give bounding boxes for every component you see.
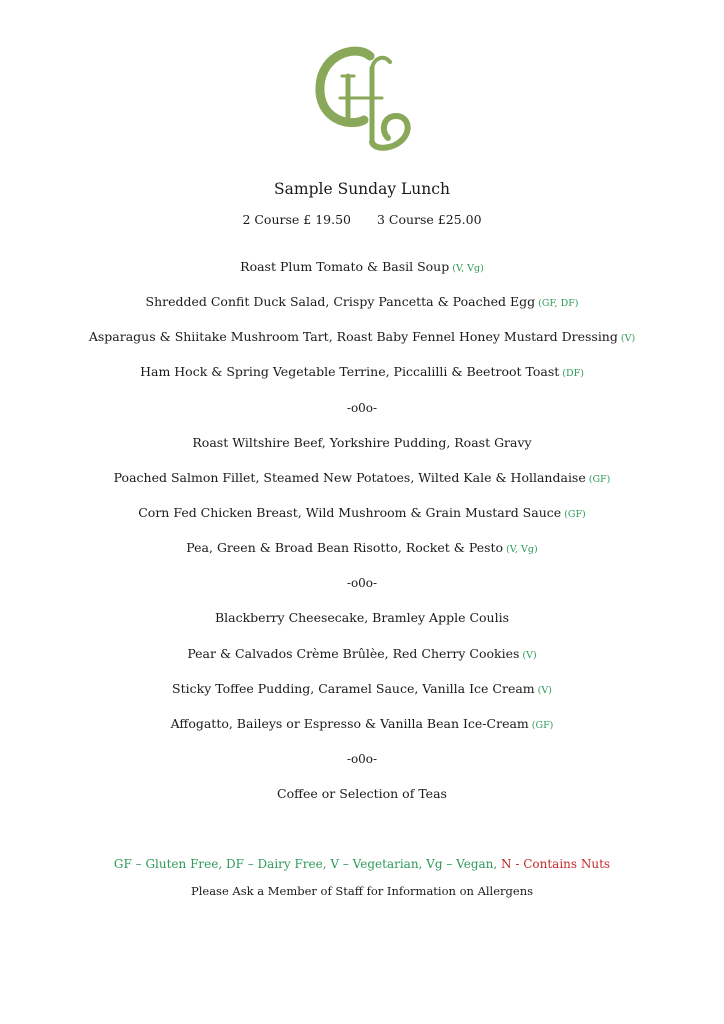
menu-item: [0, 639, 724, 674]
dish-name: Blackberry Cheesecake, Bramley Apple Coulis: [214, 610, 510, 626]
menu-item: [0, 709, 724, 744]
ch-monogram-logo-icon: [312, 46, 416, 154]
price-three-course: 3 Course £25.00: [376, 212, 482, 227]
dish-name: Roast Plum Tomato & Basil Soup: [240, 259, 450, 274]
dish-name: Ham Hock & Spring Vegetable Terrine, Piccalilli & Beetroot Toast: [140, 364, 560, 380]
menu-item: [0, 463, 724, 498]
price-two-course: 2 Course £ 19.50: [242, 212, 351, 227]
nuts-key: N - Contains Nuts: [501, 857, 611, 871]
dietary-tag: (V): [522, 649, 537, 661]
dietary-tag: (GF): [588, 473, 611, 485]
dish-name: Coffee or Selection of Teas: [277, 786, 447, 802]
dish-name: Poached Salmon Fillet, Steamed New Potatoes, Wilted Kale & Hollandaise: [113, 469, 586, 485]
dish-name: Asparagus & Shiitake Mushroom Tart, Roast Baby Fennel Honey Mustard Dressing: [88, 329, 618, 345]
dietary-key: GF – Gluten Free, DF – Dairy Free, V – Vegetarian, Vg – Vegan,: [113, 857, 498, 871]
course-separator: [0, 568, 724, 603]
dish-name: Pear & Calvados Crème Brûlèe, Red Cherry Cookies: [187, 645, 520, 661]
dish-name: Roast Wiltshire Beef, Yorkshire Pudding, Roast Gravy: [192, 434, 532, 450]
dietary-tag: (V, Vg): [452, 263, 484, 274]
dish-name: Pea, Green & Broad Bean Risotto, Rocket & Pesto: [186, 540, 504, 556]
menu-item: [0, 779, 724, 814]
dish-name: Corn Fed Chicken Breast, Wild Mushroom & Grain Mustard Sauce: [138, 504, 562, 520]
course-separator: [0, 393, 724, 428]
menu-item: [0, 603, 724, 638]
dietary-tag: (DF): [562, 368, 584, 380]
menu-item: [0, 498, 724, 533]
menu-item: [0, 287, 724, 322]
dietary-tag: (GF, DF): [538, 298, 579, 310]
dish-name: Shredded Confit Duck Salad, Crispy Pancetta & Poached Egg: [145, 294, 536, 310]
menu-item: [0, 357, 724, 392]
menu-item: [0, 322, 724, 357]
dish-name: Sticky Toffee Pudding, Caramel Sauce, Vanilla Ice Cream: [172, 680, 535, 696]
dietary-tag: (V): [620, 333, 636, 345]
separator-text: -o0o-: [346, 400, 378, 415]
dietary-tag: (GF): [564, 508, 586, 520]
menu-item: [0, 674, 724, 709]
menu-list: [0, 252, 724, 814]
menu-title: Sample Sunday Lunch: [274, 180, 450, 198]
menu-item: [0, 252, 724, 287]
price-line: [0, 212, 724, 227]
allergen-legend: [0, 857, 724, 871]
menu-item: [0, 533, 724, 568]
dietary-tag: (V, Vg): [506, 544, 538, 556]
course-separator: [0, 744, 724, 779]
allergen-note: Please Ask a Member of Staff for Information on Allergens: [190, 884, 534, 898]
dietary-tag: (GF): [531, 719, 554, 731]
dietary-tag: (V): [537, 684, 552, 696]
separator-text: -o0o-: [346, 751, 378, 766]
menu-item: [0, 428, 724, 463]
dish-name: Affogatto, Baileys or Espresso & Vanilla Bean Ice-Cream: [170, 715, 529, 731]
separator-text: -o0o-: [346, 576, 378, 591]
